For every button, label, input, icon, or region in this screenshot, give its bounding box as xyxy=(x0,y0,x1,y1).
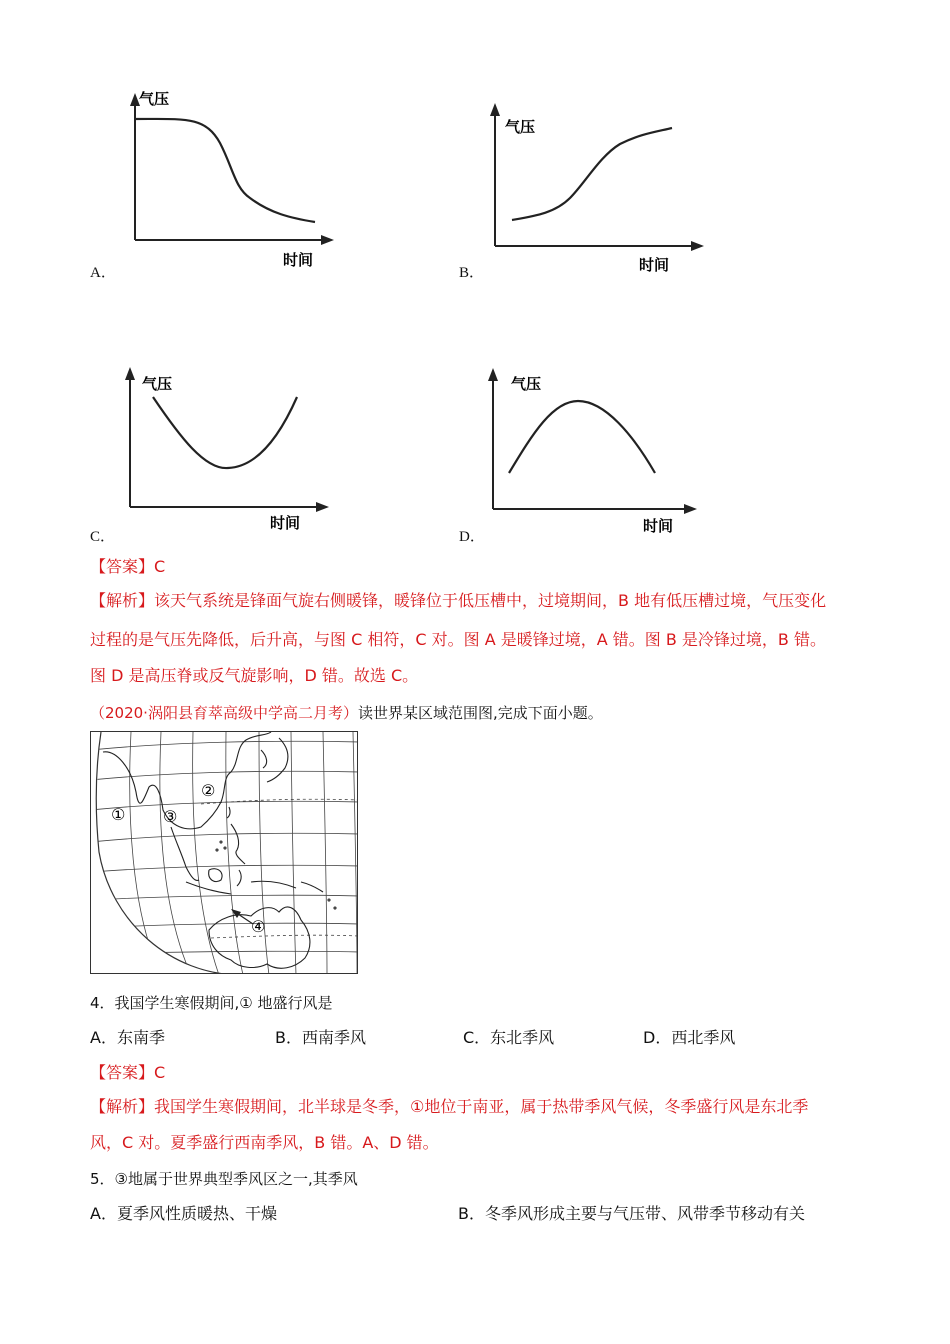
question-instruction: 读世界某区域范围图,完成下面小题。 xyxy=(357,704,603,722)
graph-b xyxy=(485,98,725,288)
x-axis-label: 时间 xyxy=(283,251,314,269)
map-marker-2: ② xyxy=(201,781,216,800)
answer-label: 【答案】 xyxy=(90,1063,155,1082)
y-axis-label: 气压 xyxy=(511,375,542,393)
q4-option-c: C．东北季风 xyxy=(463,1028,555,1047)
q4-stem: 4．我国学生寒假期间,① 地盛行风是 xyxy=(90,994,333,1012)
q3-answer xyxy=(90,557,165,577)
map-marker-4: ④ xyxy=(251,917,266,936)
q4-option-b: B．西南季风 xyxy=(275,1028,366,1047)
q5-option-a: A．夏季风性质暖热、干燥 xyxy=(90,1204,277,1223)
graph-d-label: D． xyxy=(459,529,485,545)
x-axis-label: 时间 xyxy=(270,514,301,532)
graph-c xyxy=(120,362,360,552)
pressure-curve xyxy=(512,128,672,220)
analysis-label: 【解析】 xyxy=(90,591,155,610)
q4-answer xyxy=(90,1063,165,1083)
q5-stem: 5．③地属于世界典型季风区之一,其季风 xyxy=(90,1170,358,1188)
q3-analysis-line-1: 【解析】该天气系统是锋面气旋右侧暖锋，暖锋位于低压槽中，过境期间，B 地有低压槽过境，气压变化 xyxy=(90,591,827,610)
q4-option-d: D．西北季风 xyxy=(643,1028,736,1047)
graph-c-label: C． xyxy=(90,529,116,545)
region-map xyxy=(90,731,358,974)
graph-a xyxy=(125,88,365,278)
y-axis-label: 气压 xyxy=(505,118,536,136)
q4-analysis-line-1: 【解析】我国学生寒假期间，北半球是冬季，①地位于南亚，属于热带季风气候，冬季盛行风是东北季 xyxy=(90,1097,809,1116)
q4-analysis-line-2: 风，C 对。夏季盛行西南季风，B 错。A、D 错。 xyxy=(90,1133,439,1152)
y-axis-label: 气压 xyxy=(142,375,173,393)
q5-option-b: B．冬季风形成主要与气压带、风带季节移动有关 xyxy=(458,1204,805,1223)
q4-option-a: A．东南季 xyxy=(90,1028,165,1047)
q5-options xyxy=(90,1204,850,1224)
q4-options xyxy=(90,1028,850,1048)
pressure-curve xyxy=(153,397,297,468)
pressure-curve xyxy=(509,401,655,473)
answer-value: C xyxy=(154,1063,166,1082)
q3-analysis-line-3: 图 D 是高压脊或反气旋影响，D 错。故选 C。 xyxy=(90,666,419,685)
q3-analysis-line-2: 过程的是气压先降低，后升高，与图 C 相符，C 对。图 A 是暖锋过境，A 错。图 B 是冷锋过境，B 错。 xyxy=(90,630,826,649)
graph-a-label: A． xyxy=(90,265,116,281)
question-source: （2020·涡阳县育萃高级中学高二月考） xyxy=(90,704,358,722)
answer-value: C xyxy=(154,557,166,576)
map-marker-1: ① xyxy=(111,805,126,824)
y-axis-label: 气压 xyxy=(139,90,170,108)
analysis-label: 【解析】 xyxy=(90,1097,155,1116)
x-axis-label: 时间 xyxy=(639,256,670,274)
pressure-curve xyxy=(135,119,315,222)
graph-b-label: B． xyxy=(459,265,485,281)
graph-d xyxy=(483,363,723,553)
map-marker-3: ③ xyxy=(163,807,178,826)
x-axis-label: 时间 xyxy=(643,517,674,535)
question-source-intro xyxy=(90,703,603,723)
answer-label: 【答案】 xyxy=(90,557,155,576)
